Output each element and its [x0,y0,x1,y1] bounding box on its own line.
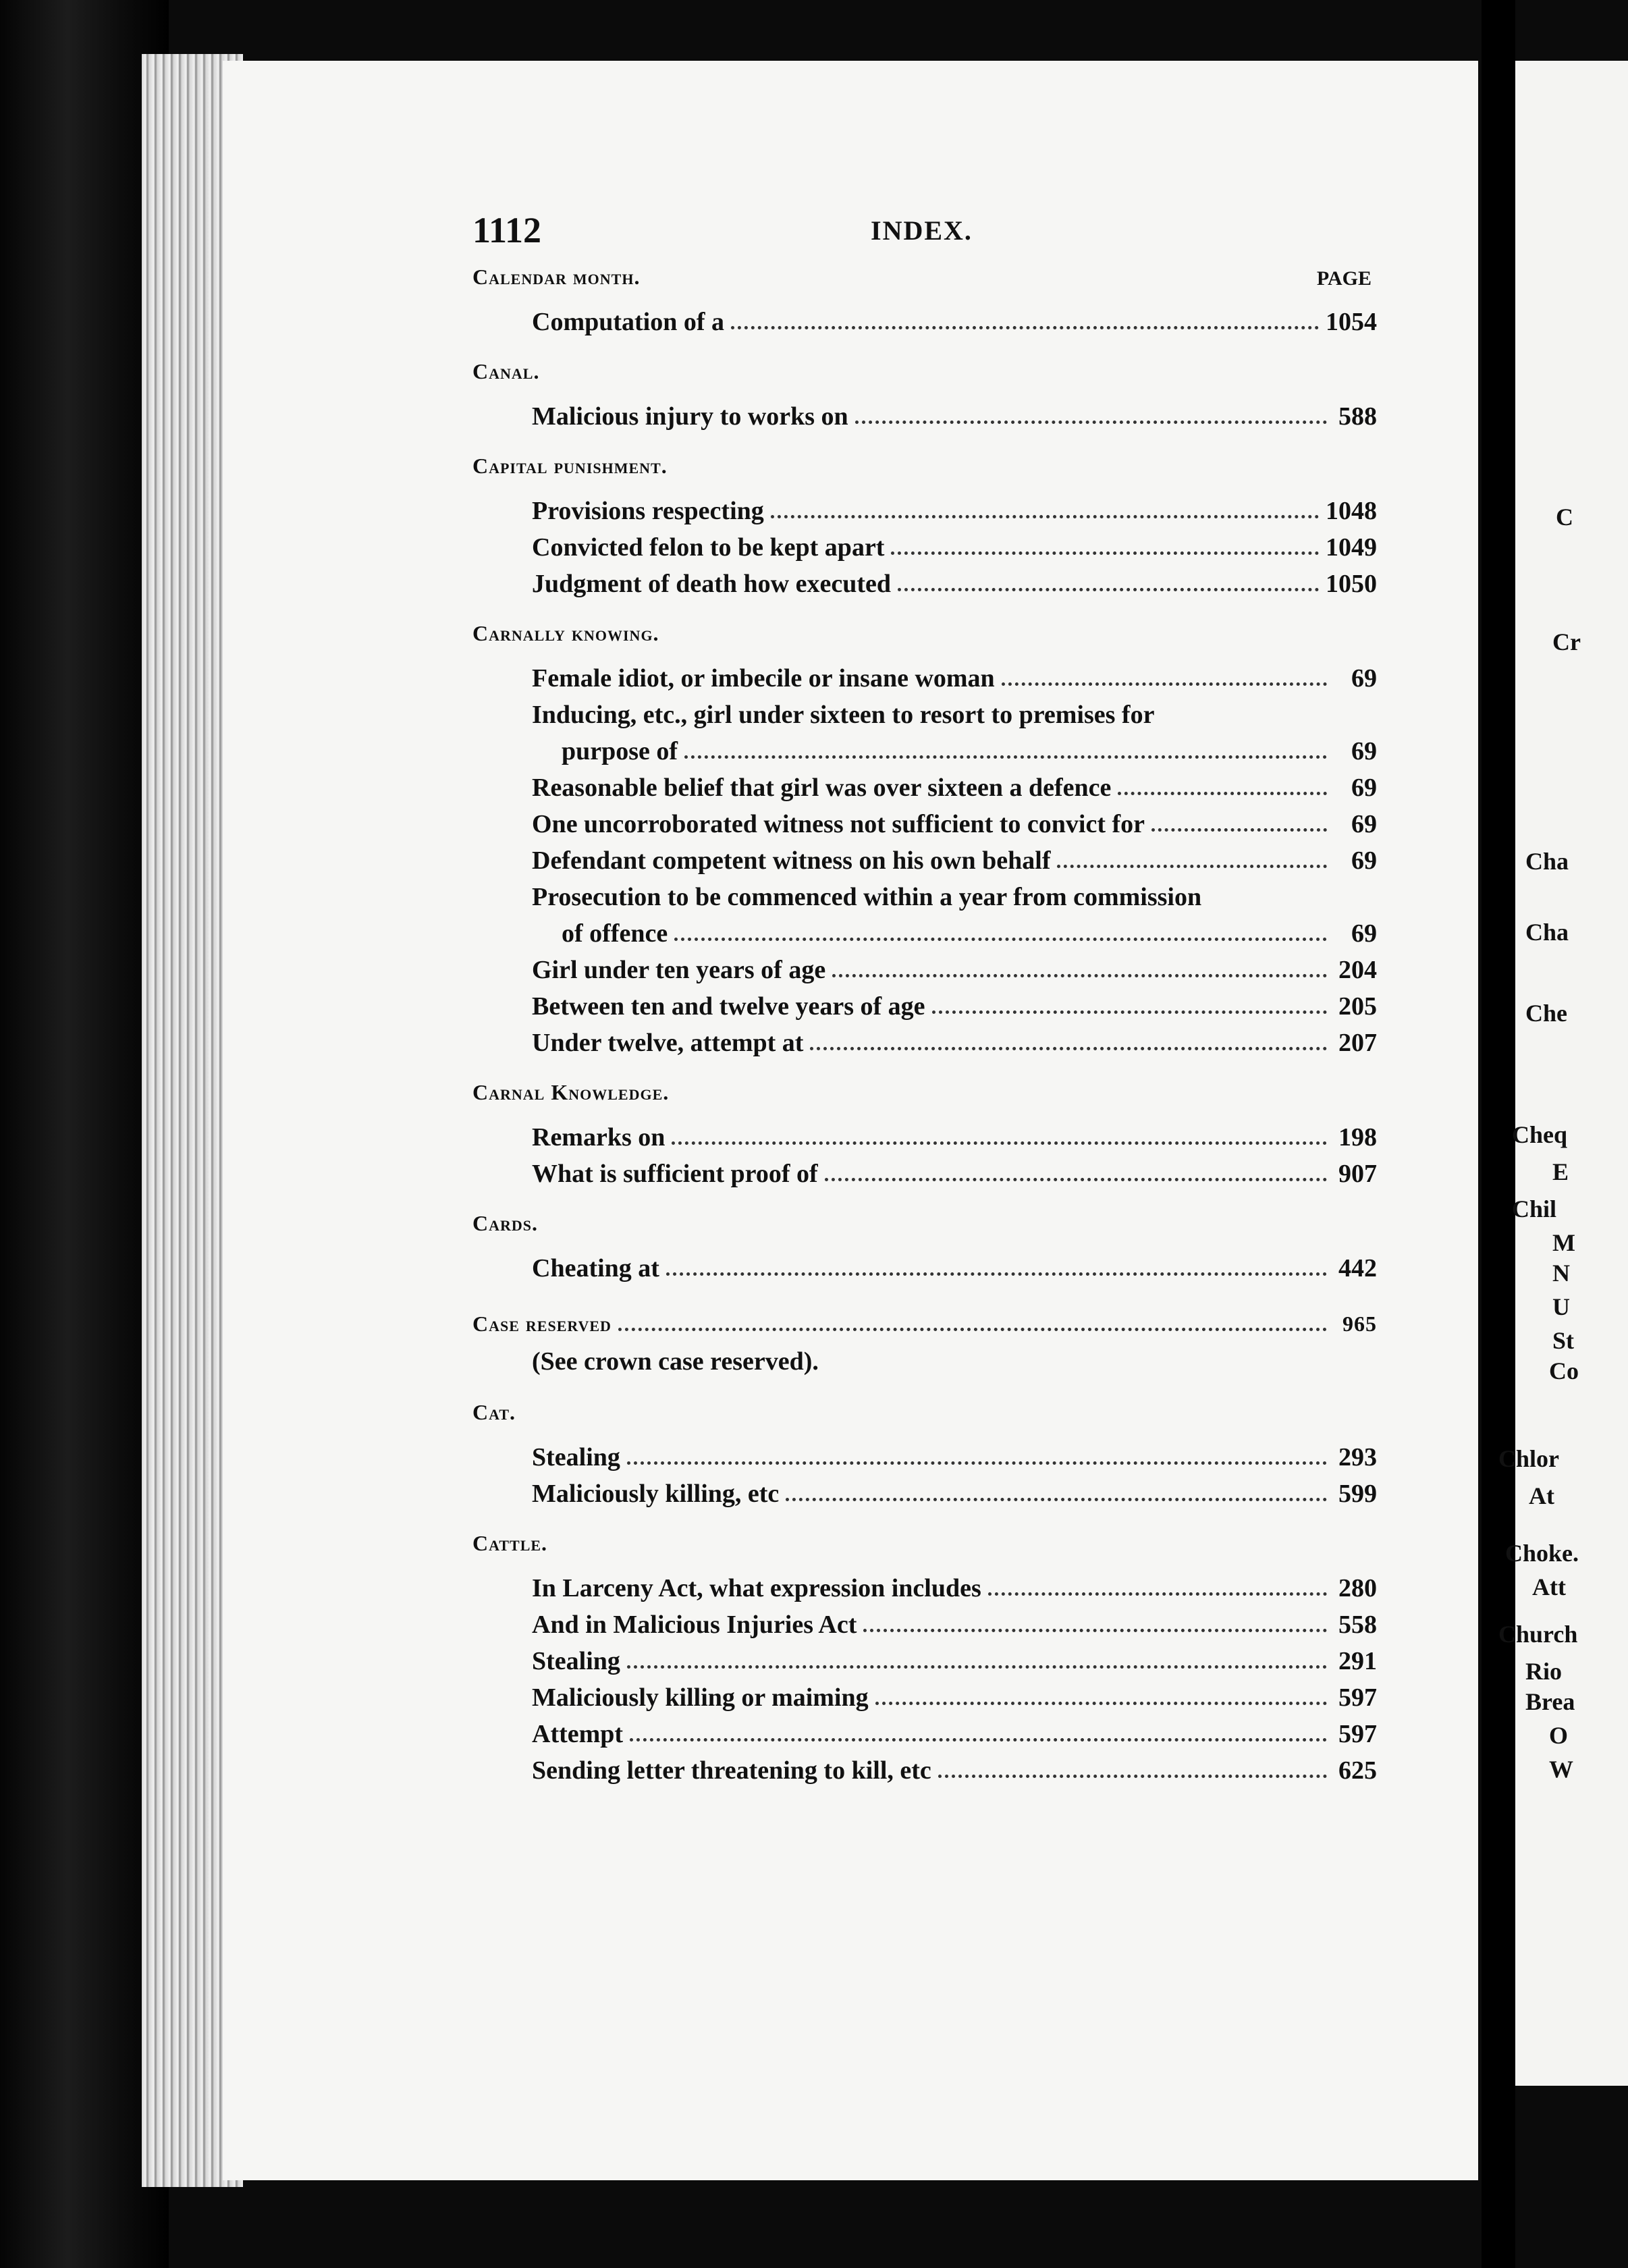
page-ref: 1050 [1326,570,1377,598]
index-heading: Cattle. [472,1531,548,1555]
page-ref: 198 [1338,1123,1377,1152]
index-entry [472,1606,1377,1643]
index-entry [472,493,1377,529]
index-section [472,1211,1377,1287]
index-entry [472,1752,1377,1789]
index-entry [472,1119,1377,1156]
page-ref: 291 [1338,1647,1377,1675]
page-ref: 558 [1338,1611,1377,1639]
index-entry-text: Attempt [532,1720,624,1748]
index-entries [472,660,1377,1061]
index-entry-text: What is sufficient proof of [532,1160,818,1188]
index-entry [472,806,1377,842]
page-column-label: PAGE [1316,267,1372,290]
leader-dots [666,1272,1327,1276]
index-entry-text: Inducing, etc., girl under sixteen to resort to premises for [532,701,1155,729]
index-heading: Canal. [472,359,540,383]
index-heading-row [472,359,1377,393]
index-entries [472,398,1377,435]
facing-page-fragment: U [1552,1293,1570,1320]
index-entry [472,566,1377,602]
page-ref: 69 [1351,846,1377,875]
index-entries [472,1119,1377,1192]
index-heading-row [472,621,1377,655]
page-ref: 69 [1351,774,1377,802]
index-section [472,1080,1377,1192]
page-ref: 69 [1351,919,1377,948]
facing-page-fragment: At [1529,1482,1554,1509]
page-title: INDEX. [871,215,973,246]
page-ref: 69 [1351,664,1377,693]
index-heading: Carnally knowing. [472,621,659,645]
index-heading: Cards. [472,1211,539,1235]
facing-page-fragment: St [1552,1327,1575,1354]
page-ref: 907 [1338,1160,1377,1188]
facing-page-fragment: Choke. [1505,1540,1579,1567]
index-entry-text: Girl under ten years of age [532,956,826,984]
page-ref: 280 [1338,1574,1377,1602]
index-column [472,265,1377,1789]
index-entry-text: Reasonable belief that girl was over sixteen a defence [532,774,1112,802]
leader-dots [825,1178,1327,1181]
index-entry-text: In Larceny Act, what expression includes [532,1574,981,1602]
facing-page-fragment: N [1552,1260,1570,1287]
index-entry-text: Judgment of death how executed [532,570,891,598]
page-ref: 293 [1338,1443,1377,1472]
facing-page-fragment: O [1549,1722,1569,1749]
leader-dots [731,326,1319,329]
index-section [472,621,1377,1061]
index-entry-text: Under twelve, attempt at [532,1029,804,1057]
index-heading: Case reserved [472,1312,612,1336]
facing-page-fragment: Che [1525,1000,1567,1027]
page-ref: 965 [1342,1312,1377,1336]
index-entry-text: Cheating at [532,1254,659,1282]
index-section [472,1400,1377,1512]
index-entry-text: Between ten and twelve years of age [532,992,925,1021]
leader-dots [1118,792,1327,795]
leader-dots [684,755,1327,759]
index-entry-text: Prosecution to be commenced within a year from commission [532,883,1202,911]
index-entry-text: Sending letter threatening to kill, etc [532,1756,931,1785]
facing-page-fragment: Co [1549,1357,1579,1384]
index-entries [472,493,1377,602]
page-number: 1112 [472,210,542,250]
index-entry [472,770,1377,806]
index-heading-row [472,1080,1377,1114]
index-entries [472,1439,1377,1512]
page-ref: 625 [1338,1756,1377,1785]
index-entry-text: Stealing [532,1647,620,1675]
leader-dots [771,515,1319,518]
leader-dots [1057,865,1327,868]
facing-page-fragment: Att [1532,1573,1566,1600]
index-entry [472,952,1377,988]
index-entry-text: Malicious injury to works on [532,402,848,431]
index-entries [472,1250,1377,1287]
index-entry-text: Provisions respecting [532,497,764,525]
leader-dots [863,1629,1327,1632]
index-heading-row [472,265,1377,298]
page-ref: 442 [1338,1254,1377,1282]
index-entry-text: Maliciously killing, etc [532,1480,780,1508]
index-entry-continuation: purpose of [562,737,678,765]
facing-page-fragment: Cha [1525,919,1569,946]
index-entry [472,842,1377,879]
facing-page-fragment: W [1549,1756,1573,1783]
see-reference: (See crown case reserved). [532,1347,819,1376]
index-entries [472,304,1377,340]
index-heading: Calendar month. [472,265,641,289]
facing-page-fragment: Cr [1552,628,1581,655]
leader-dots [832,974,1327,977]
index-entry-text: Maliciously killing or maiming [532,1683,869,1712]
index-entry [472,1439,1377,1476]
page-ref: 1048 [1326,497,1377,525]
index-heading-row [472,1531,1377,1565]
index-entry [472,1643,1377,1679]
index-entry [472,1716,1377,1752]
page-ref: 69 [1351,810,1377,838]
page-ref: 69 [1351,737,1377,765]
leader-dots [786,1498,1327,1501]
index-entry-text: Stealing [532,1443,620,1472]
book-gutter [1482,0,1515,2268]
page-ref: 599 [1338,1480,1377,1508]
index-entry [472,1025,1377,1061]
leader-dots [618,1328,1327,1331]
index-entry [472,915,1377,952]
index-section [472,1305,1377,1381]
facing-page-fragment: E [1552,1158,1569,1185]
index-entry-text: Remarks on [532,1123,666,1152]
index-entry [472,988,1377,1025]
facing-page [1498,61,1628,2086]
index-entry [472,1679,1377,1716]
leader-dots [630,1738,1327,1742]
leader-dots [810,1047,1327,1050]
index-section [472,359,1377,435]
index-entries [472,1570,1377,1789]
index-entry [472,1156,1377,1192]
leader-dots [988,1592,1327,1596]
page-ref: 1049 [1326,533,1377,562]
leader-dots [1151,828,1327,832]
leader-dots [855,421,1327,424]
index-entry [472,660,1377,697]
index-entry [472,1476,1377,1512]
index-entry-text: Defendant competent witness on his own behalf [532,846,1051,875]
index-section [472,265,1377,340]
index-entry-text: One uncorroborated witness not sufficient to convict for [532,810,1145,838]
index-entry [472,398,1377,435]
index-entry [472,733,1377,770]
leader-dots [932,1010,1327,1014]
facing-page-fragment: C [1556,504,1573,531]
facing-page-fragment: M [1552,1229,1575,1256]
facing-page-fragment: Cha [1525,848,1569,875]
index-entry [472,1570,1377,1606]
facing-page-fragment: Brea [1525,1688,1575,1715]
index-entry-text: And in Malicious Injuries Act [532,1611,857,1639]
leader-dots [627,1461,1327,1465]
index-entry-text: Female idiot, or imbecile or insane woman [532,664,995,693]
page-header [472,209,1377,256]
leader-dots [938,1775,1327,1778]
leader-dots [627,1665,1327,1669]
page-ref: 207 [1338,1029,1377,1057]
page-ref: 204 [1338,956,1377,984]
index-entry [472,1250,1377,1287]
page-ref: 205 [1338,992,1377,1021]
facing-page-fragment: Cheq [1512,1121,1568,1148]
index-heading: Cat. [472,1400,516,1424]
page-ref: 588 [1338,402,1377,431]
facing-page-fragment: Church [1498,1621,1578,1648]
page-ref: 597 [1338,1683,1377,1712]
leader-dots [875,1702,1327,1705]
leader-dots [1002,682,1327,686]
facing-page-fragment: Chlor [1498,1445,1559,1472]
index-heading: Capital punishment. [472,454,668,478]
index-heading-row [472,1211,1377,1245]
index-heading-row [472,1400,1377,1434]
index-section [472,1531,1377,1789]
facing-page-fragment: Chil [1512,1195,1557,1222]
index-entry [472,304,1377,340]
leader-dots [898,588,1319,591]
index-heading-row [472,1305,1377,1342]
index-entry [472,529,1377,566]
leader-dots [891,551,1319,555]
leader-dots [674,938,1327,941]
index-entry-text: Convicted felon to be kept apart [532,533,885,562]
index-heading-row [472,454,1377,487]
leader-dots [672,1141,1327,1145]
index-section [472,454,1377,602]
index-entry-text: Computation of a [532,308,725,336]
page-ref: 1054 [1326,308,1377,336]
index-entry-continuation: of offence [562,919,668,948]
index-heading: Carnal Knowledge. [472,1080,670,1104]
facing-page-fragment: Rio [1525,1658,1562,1685]
page-ref: 597 [1338,1720,1377,1748]
